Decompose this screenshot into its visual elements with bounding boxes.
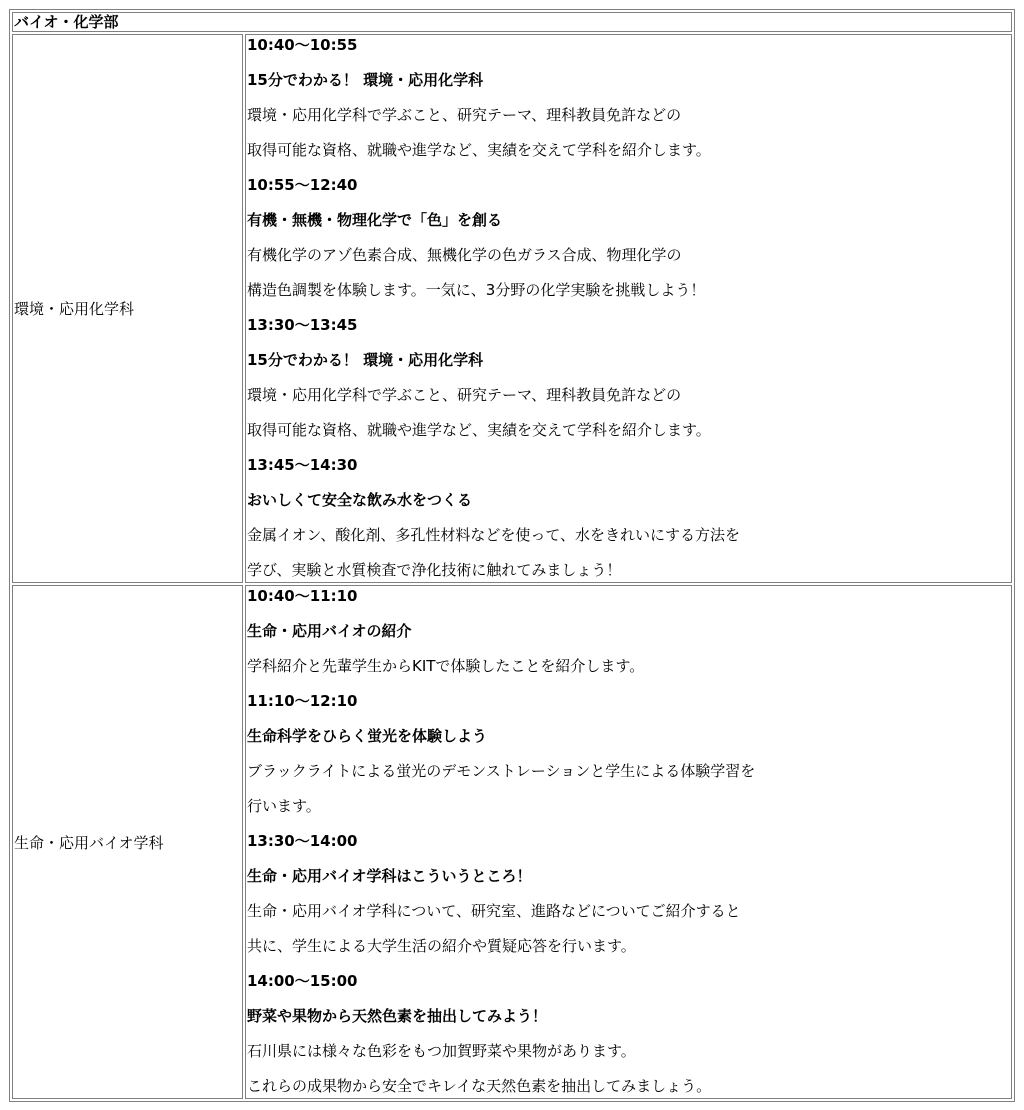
event-title: おいしくて安全な飲み水をつくる [247, 491, 473, 509]
event-title: 15分でわかる！ 環境・応用化学科 [247, 71, 484, 89]
event-description-line: 金属イオン、酸化剤、多孔性材料などを使って、水をきれいにする方法を [247, 526, 741, 544]
event-description-line: 構造色調製を体験します。一気に、3分野の化学実験を挑戦しよう！ [247, 281, 706, 299]
event-time: 10:55〜12:40 [247, 176, 358, 194]
event-description-line: 環境・応用化学科で学ぶこと、研究テーマ、理科教員免許などの [247, 106, 682, 124]
department-name: 環境・応用化学科 [12, 34, 243, 583]
event-description-line: 学び、実験と水質検査で浄化技術に触れてみましょう！ [247, 561, 622, 579]
event-time: 13:45〜14:30 [247, 456, 358, 474]
faculty-header-row [12, 12, 1012, 32]
event-description-line: 取得可能な資格、就職や進学など、実績を交えて学科を紹介します。 [247, 141, 711, 159]
schedule-table [9, 9, 1015, 1102]
event-title: 野菜や果物から天然色素を抽出してみよう！ [247, 1007, 548, 1025]
event-description-line: 共に、学生による大学生活の紹介や質疑応答を行います。 [247, 937, 636, 955]
event-title: 有機・無機・物理化学で「色」を創る [247, 211, 503, 229]
event-description-line: 行います。 [247, 797, 321, 815]
event-time: 10:40〜10:55 [247, 36, 358, 54]
event-description-line: ブラックライトによる蛍光のデモンストレーションと学生による体験学習を [247, 762, 756, 780]
event-description-line: 生命・応用バイオ学科について、研究室、進路などについてご紹介すると [247, 902, 741, 920]
event-description-line: 取得可能な資格、就職や進学など、実績を交えて学科を紹介します。 [247, 421, 711, 439]
department-name: 生命・応用バイオ学科 [12, 585, 243, 1099]
event-description-line: これらの成果物から安全でキレイな天然色素を抽出してみましょう。 [247, 1077, 712, 1095]
department-row [12, 34, 1012, 583]
department-row [12, 585, 1012, 1099]
event-description-line: 石川県には様々な色彩をもつ加賀野菜や果物があります。 [247, 1042, 636, 1060]
faculty-title: バイオ・化学部 [12, 12, 1012, 32]
event-time: 14:00〜15:00 [247, 972, 358, 990]
event-time: 13:30〜14:00 [247, 832, 358, 850]
event-time: 11:10〜12:10 [247, 692, 358, 710]
event-description-line: 環境・応用化学科で学ぶこと、研究テーマ、理科教員免許などの [247, 386, 682, 404]
event-title: 15分でわかる！ 環境・応用化学科 [247, 351, 484, 369]
event-list [245, 585, 1012, 1099]
event-list [245, 34, 1012, 583]
event-time: 13:30〜13:45 [247, 316, 358, 334]
event-description-line: 学科紹介と先輩学生からKITで体験したことを紹介します。 [247, 657, 645, 675]
event-title: 生命科学をひらく蛍光を体験しよう [247, 727, 488, 745]
event-description-line: 有機化学のアゾ色素合成、無機化学の色ガラス合成、物理化学の [247, 246, 682, 264]
event-title: 生命・応用バイオ学科はこういうところ！ [247, 867, 532, 885]
event-time: 10:40〜11:10 [247, 587, 358, 605]
event-title: 生命・応用バイオの紹介 [247, 622, 412, 640]
